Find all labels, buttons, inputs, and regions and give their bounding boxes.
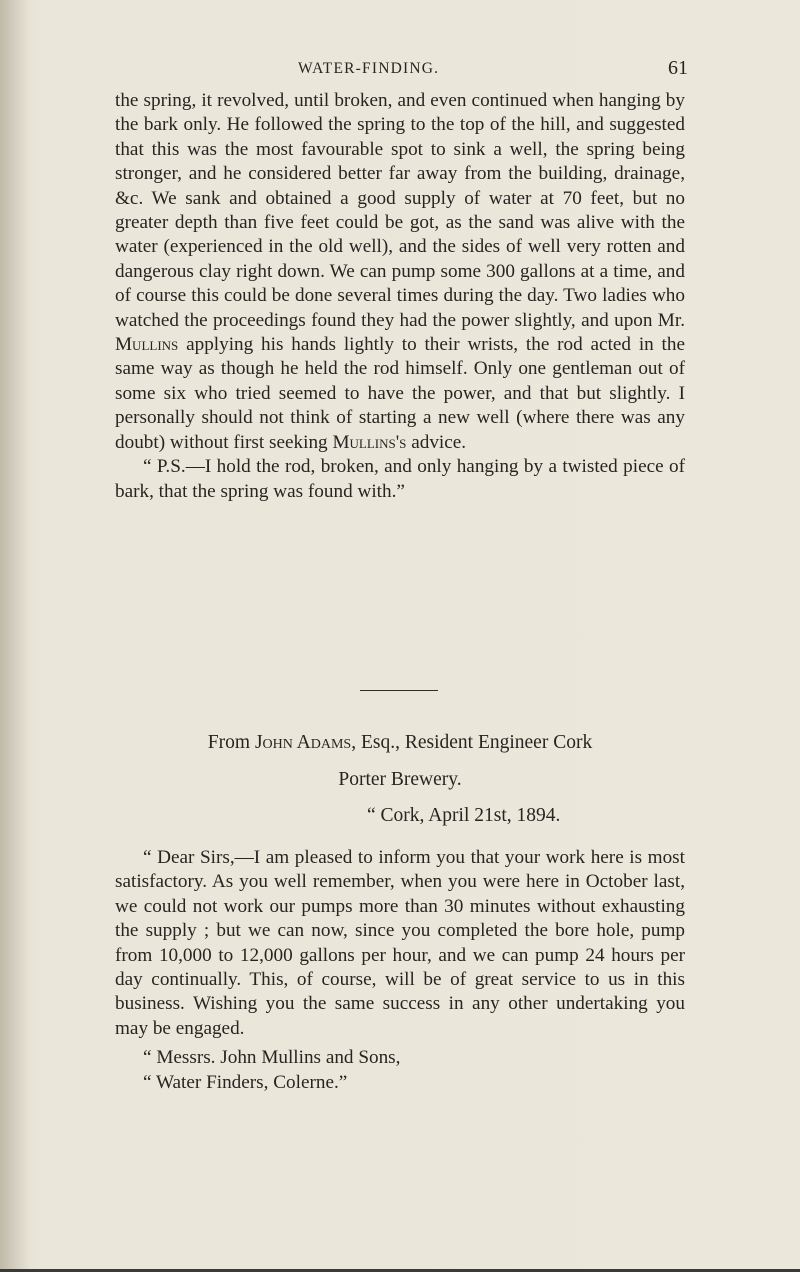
letter-heading-line2: Porter Brewery. xyxy=(338,769,462,790)
running-title: WATER-FINDING. xyxy=(298,60,440,77)
dateline: “ Cork, April 21st, 1894. xyxy=(367,805,561,826)
paragraph-text-end: advice. xyxy=(406,431,467,453)
page-number: 61 xyxy=(668,57,688,79)
section-divider xyxy=(360,690,438,691)
letter-heading xyxy=(115,732,685,754)
from-prefix: From xyxy=(207,732,255,753)
sender-name: John Adams xyxy=(254,732,352,753)
binding-shadow xyxy=(0,0,30,1272)
sender-title: , Esq., Resident Engineer Cork xyxy=(351,732,593,753)
mullins-name: Mullins xyxy=(115,334,179,356)
postscript: “ P.S.—I hold the rod, broken, and only hanging by a twisted piece of bark, that the spring was found with.” xyxy=(115,456,685,502)
letter-body xyxy=(115,846,685,1095)
mullins-possessive: Mullins's xyxy=(332,431,407,453)
letter-body-continued xyxy=(115,89,685,504)
paragraph-text: the spring, it revolved, until broken, and even continued when hanging by the bark only. He followed the spring to the top of the hill, and suggested that this was the most favourable spot to sink a well, the spring being stronger, and he considered better far away from the building, drainage, &c. We sank and obtained a good supply of water at 70 feet, but no greater depth than five feet could be got, as the sand was alive with the water (experienced in the old well), and the sides of well very rotten and dangerous clay right down. We can pump some 300 gallons at a time, and of course this could be done several times during the day. Two ladies who watched the proceedings found they had the power slightly, and upon Mr. xyxy=(115,90,685,331)
paragraph-text-cont: applying his hands lightly to their wrists, the rod acted in the same way as though he held the rod himself. Only one gentleman out of some six who tried seemed to have the power, and that but slightly. I personally should not think of starting a new well (where there was any doubt) without first seeking xyxy=(115,334,685,453)
signature-line2: “ Water Finders, Colerne.” xyxy=(143,1071,348,1093)
signature-line1: “ Messrs. John Mullins and Sons, xyxy=(143,1047,401,1069)
main-paragraph xyxy=(115,89,685,455)
letter-paragraph: “ Dear Sirs,—I am pleased to inform you that your work here is most satisfactory. As you well remember, when you were here in October last, we could not work our pumps more than 30 minutes without exhausting the supply ; but we can now, since you completed the bore hole, pump from 10,000 to 12,000 gallons per hour, and we can pump 24 hours per day continually. This, of course, will be of great service to us in this business. Wishing you the same success in any other undertaking you may be engaged. xyxy=(115,847,685,1039)
